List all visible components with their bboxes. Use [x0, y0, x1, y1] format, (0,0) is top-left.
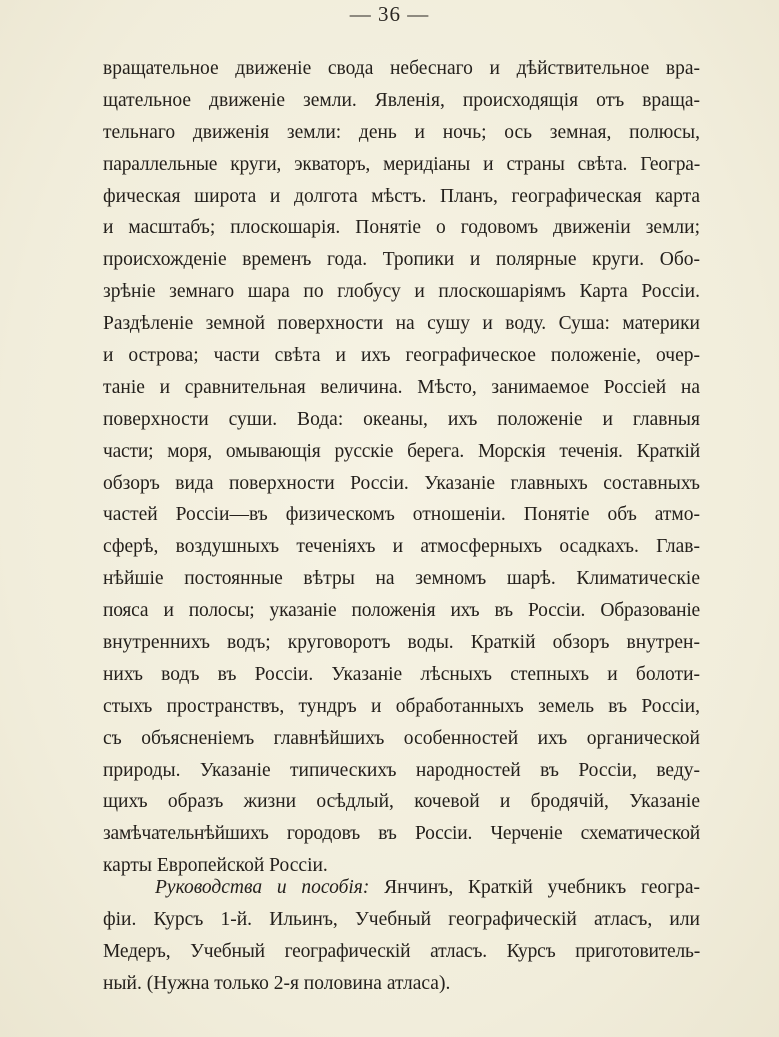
text-line [103, 872, 700, 904]
text-line: пояса и полосы; указанiе положенiя ихъ въ Россiи. Образованiе [103, 600, 700, 622]
text-line: стыхъ пространствъ, тундръ и обработанныхъ земель въ Россiи, [103, 695, 700, 717]
text-line: части; моря, омывающiя русскiе берега. Морскiя теченiя. Краткiй [103, 440, 700, 462]
text-line: танiе и сравнительная величина. Мѣсто, занимаемое Россiей на [103, 376, 700, 398]
text-line: сферѣ, воздушныхъ теченiяхъ и атмосферныхъ осадкахъ. Глав- [103, 536, 700, 558]
text-line: щихъ образъ жизни осѣдлый, кочевой и бродячiй, Указанiе [103, 791, 700, 813]
paragraph-2 [103, 872, 700, 1000]
page-number: — 36 — [349, 2, 430, 26]
text-line: Раздѣленiе земной поверхности на сушу и воду. Суша: материки [103, 313, 700, 335]
text-fragment: Янчинъ, Краткiй учебникъ геогра- [384, 877, 700, 898]
text-line: параллельные круги, экваторъ, меридiаны и страны свѣта. Геогра- [103, 153, 700, 175]
paragraph-1 [103, 53, 700, 882]
text-line: нѣйшiе постоянные вѣтры на земномъ шарѣ. Климатическiе [103, 568, 700, 590]
text-line: тельнаго движенiя земли: день и ночь; ось земная, полюсы, [103, 121, 700, 143]
text-line: внутреннихъ водъ; круговоротъ воды. Краткiй обзоръ внутрен- [103, 632, 700, 654]
text-line: фическая широта и долгота мѣстъ. Планъ, географическая карта [103, 185, 700, 207]
section-heading: Руководства и пособiя: [155, 877, 370, 898]
text-line: обзоръ вида поверхности Россiи. Указанiе главныхъ составныхъ [103, 472, 700, 494]
text-line: частей Россiи—въ физическомъ отношенiи. Понятiе объ атмо- [103, 504, 700, 526]
text-line: и острова; части свѣта и ихъ географическое положенiе, очер- [103, 345, 700, 367]
text-line: происхожденiе временъ года. Тропики и полярные круги. Обо- [103, 249, 700, 271]
text-line: и масштабъ; плоскошарiя. Понятiе о годовомъ движенiи земли; [103, 217, 700, 239]
text-line: природы. Указанiе типическихъ народностей въ Россiи, веду- [103, 759, 700, 781]
text-line: щательное движенiе земли. Явленiя, происходящiя отъ враща- [103, 89, 700, 111]
text-line: ный. (Нужна только 2-я половина атласа). [103, 972, 451, 994]
text-line: съ объясненiемъ главнѣйшихъ особенностей ихъ органической [103, 727, 700, 749]
text-line: Медеръ, Учебный географическiй атласъ. Курсъ приготовитель- [103, 940, 700, 962]
text-line: замѣчательнѣйшихъ городовъ въ Россiи. Черченiе схематической [103, 823, 700, 845]
text-line: карты Европейской Россiи. [103, 855, 328, 877]
text-line: зрѣнiе земнаго шара по глобусу и плоскошарiямъ Карта Россiи. [103, 281, 700, 303]
text-line: фiи. Курсъ 1-й. Ильинъ, Учебный географическiй атласъ, или [103, 908, 700, 930]
text-line: нихъ водъ въ Россiи. Указанiе лѣсныхъ степныхъ и болоти- [103, 663, 700, 685]
text-line: поверхности суши. Вода: океаны, ихъ положенiе и главныя [103, 408, 700, 430]
text-line: вращательное движенiе свода небеснаго и дѣйствительное вра- [103, 58, 700, 79]
